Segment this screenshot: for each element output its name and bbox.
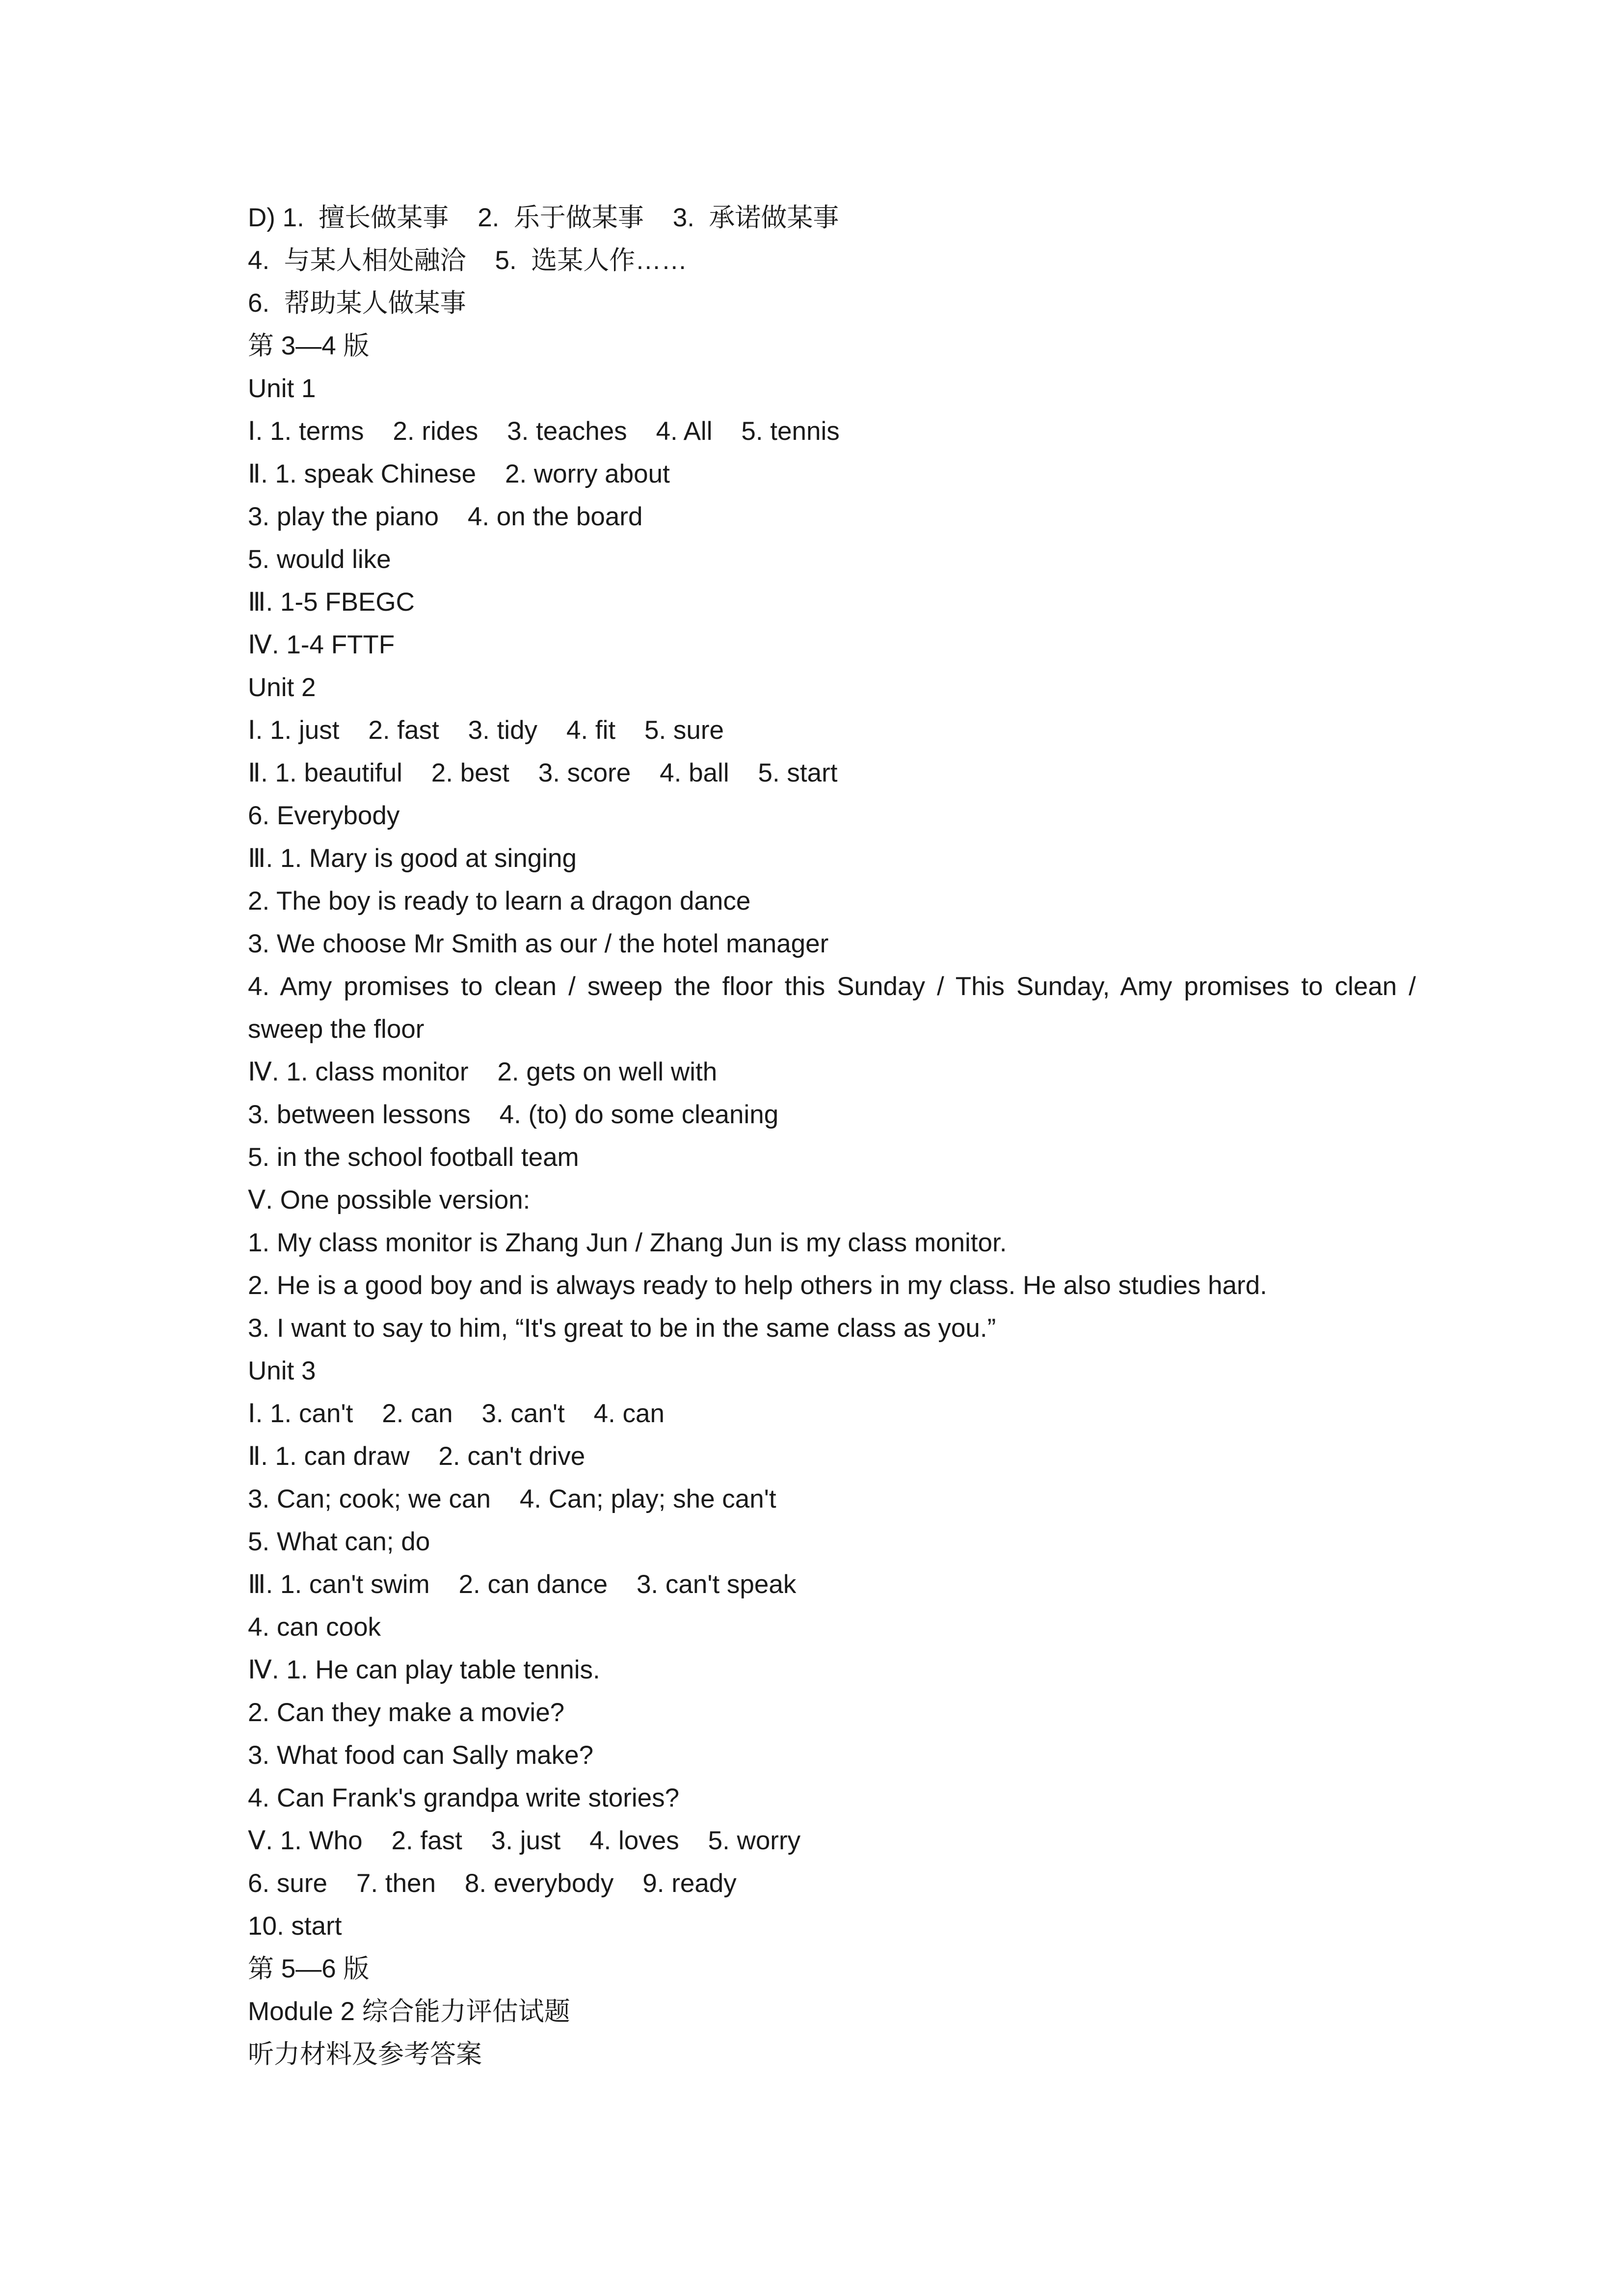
unit-heading: Unit 2	[248, 673, 316, 702]
section-heading: 第 5—6 版	[248, 1954, 370, 1983]
text-line: Ⅳ. 1. class monitor 2. gets on well with	[248, 1057, 718, 1086]
unit-heading: Unit 1	[248, 374, 316, 403]
section-heading: 第 3—4 版	[248, 331, 370, 360]
text-line: 5. What can; do	[248, 1527, 430, 1556]
text-line: Ⅱ. 1. beautiful 2. best 3. score 4. ball 5. start	[248, 758, 838, 787]
text-line: 6. sure 7. then 8. everybody 9. ready	[248, 1869, 737, 1898]
text-line: 3. play the piano 4. on the board	[248, 502, 643, 531]
unit-heading: Unit 3	[248, 1356, 316, 1385]
module-heading: Module 2 综合能力评估试题	[248, 1997, 570, 2026]
text-line: 6. 帮助某人做某事	[248, 289, 466, 318]
text-line: 5. would like	[248, 545, 391, 574]
text-line: 3. between lessons 4. (to) do some cleaning	[248, 1100, 779, 1129]
text-line: 4. Can Frank's grandpa write stories?	[248, 1783, 680, 1812]
answer-key-document	[248, 196, 1416, 2076]
text-line: Ⅰ. 1. just 2. fast 3. tidy 4. fit 5. sure	[248, 716, 724, 745]
text-line: 3. Can; cook; we can 4. Can; play; she can't	[248, 1485, 776, 1513]
text-line: Ⅱ. 1. can draw 2. can't drive	[248, 1442, 585, 1471]
text-line: Ⅳ. 1-4 FTTF	[248, 630, 395, 659]
text-line: 2. He is a good boy and is always ready to help others in my class. He also studies hard.	[248, 1271, 1267, 1300]
text-line: 10. start	[248, 1912, 342, 1941]
text-line: D) 1. 擅长做某事 2. 乐于做某事 3. 承诺做某事	[248, 203, 839, 232]
text-line-wrapped: 4. Amy promises to clean / sweep the floor this Sunday / This Sunday, Amy promises to clean / sweep the floor	[248, 972, 1416, 1044]
text-line: 4. can cook	[248, 1613, 381, 1642]
text-line: 2. The boy is ready to learn a dragon dance	[248, 887, 751, 916]
text-line: 2. Can they make a movie?	[248, 1698, 565, 1727]
text-line: 1. My class monitor is Zhang Jun / Zhang Jun is my class monitor.	[248, 1228, 1007, 1257]
text-line: 5. in the school football team	[248, 1143, 579, 1172]
text-line: Ⅱ. 1. speak Chinese 2. worry about	[248, 459, 670, 488]
text-line: Ⅳ. 1. He can play table tennis.	[248, 1655, 600, 1684]
text-line: 3. What food can Sally make?	[248, 1741, 594, 1770]
text-line: Ⅰ. 1. terms 2. rides 3. teaches 4. All 5. tennis	[248, 417, 840, 446]
text-line: 3. I want to say to him, “It's great to be in the same class as you.”	[248, 1314, 996, 1343]
text-line: 4. 与某人相处融洽 5. 选某人作……	[248, 246, 688, 275]
text-line: 6. Everybody	[248, 801, 400, 830]
text-line: Ⅴ. 1. Who 2. fast 3. just 4. loves 5. worry	[248, 1826, 801, 1855]
text-line: 3. We choose Mr Smith as our / the hotel manager	[248, 929, 829, 958]
text-line: Ⅴ. One possible version:	[248, 1186, 531, 1215]
text-line: Ⅲ. 1. can't swim 2. can dance 3. can't speak	[248, 1570, 797, 1599]
text-line: Ⅲ. 1-5 FBEGC	[248, 588, 415, 617]
text-line: Ⅲ. 1. Mary is good at singing	[248, 844, 577, 873]
text-line: Ⅰ. 1. can't 2. can 3. can't 4. can	[248, 1399, 665, 1428]
text-line: 听力材料及参考答案	[248, 2040, 482, 2069]
